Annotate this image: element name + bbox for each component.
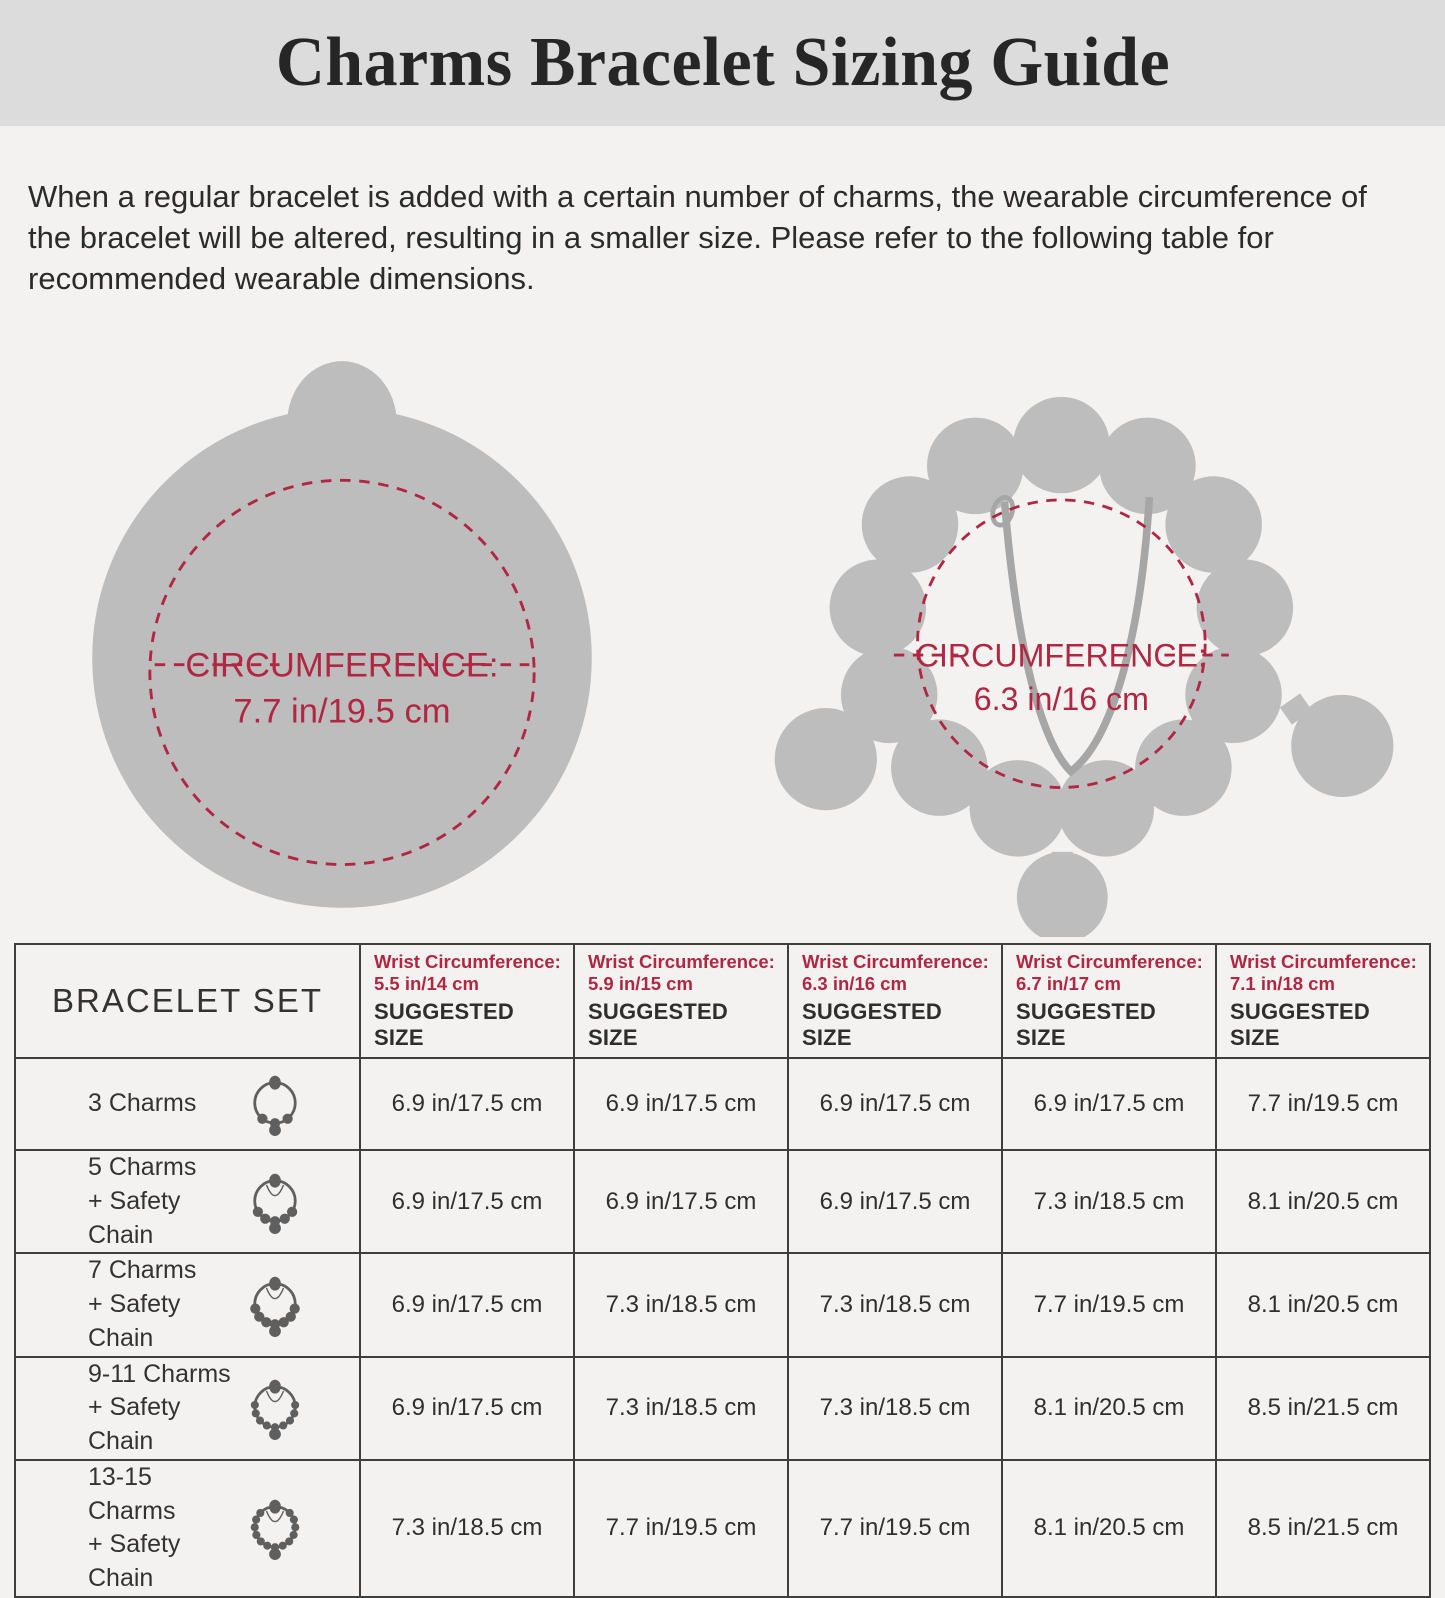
row-label: 3 Charms [88, 1089, 197, 1118]
suggested-size-label: SUGGESTED SIZE [588, 999, 728, 1051]
size-value: 6.9 in/17.5 cm [360, 1253, 574, 1356]
bracelet-set-header: BRACELET SET [15, 944, 360, 1058]
size-value: 7.7 in/19.5 cm [1216, 1058, 1430, 1150]
size-value: 7.3 in/18.5 cm [788, 1357, 1002, 1460]
wrist-size: 7.1 in/18 cm [1230, 972, 1335, 994]
wrist-label: Wrist Circumference: [1230, 950, 1417, 972]
bracelet-7-charms-safety-chain-icon [243, 1270, 307, 1340]
table-row [15, 1253, 1430, 1356]
size-value: 7.3 in/18.5 cm [574, 1357, 788, 1460]
row-label: 7 Charms + Safety Chain [88, 1256, 197, 1352]
wrist-label: Wrist Circumference: [374, 950, 561, 972]
size-value: 8.5 in/21.5 cm [1216, 1357, 1430, 1460]
row-label: 9-11 Charms + Safety Chain [88, 1359, 231, 1456]
size-value: 7.7 in/19.5 cm [1002, 1253, 1216, 1356]
page-title: Charms Bracelet Sizing Guide [275, 24, 1170, 101]
table-header-row [15, 944, 1430, 1058]
size-value: 7.3 in/18.5 cm [360, 1460, 574, 1597]
row-label: 13-15 Charms + Safety Chain [88, 1462, 181, 1593]
size-value: 6.9 in/17.5 cm [788, 1058, 1002, 1150]
plain-bracelet-illustration [44, 341, 640, 927]
size-value: 6.9 in/17.5 cm [1002, 1058, 1216, 1150]
charm-beads-silhouette [830, 397, 1294, 857]
row-label: 5 Charms + Safety Chain [88, 1153, 197, 1249]
bracelet-3-charms-icon [243, 1069, 307, 1139]
size-value: 7.3 in/18.5 cm [574, 1253, 788, 1356]
wrist-label: Wrist Circumference: [588, 950, 775, 972]
wrist-label: Wrist Circumference: [802, 950, 989, 972]
bracelet-5-charms-safety-chain-icon [243, 1167, 307, 1237]
size-value: 7.3 in/18.5 cm [788, 1253, 1002, 1356]
size-value: 8.1 in/20.5 cm [1216, 1150, 1430, 1253]
size-value: 8.5 in/21.5 cm [1216, 1460, 1430, 1597]
size-value: 7.3 in/18.5 cm [1002, 1150, 1216, 1253]
table-row [15, 1058, 1430, 1150]
circumference-value: 7.7 in/19.5 cm [233, 692, 451, 731]
bracelet-9-11-charms-safety-chain-icon [243, 1373, 307, 1443]
size-value: 8.1 in/20.5 cm [1216, 1253, 1430, 1356]
size-value: 7.7 in/19.5 cm [574, 1460, 788, 1597]
wrist-column-header-3 [788, 944, 1002, 1058]
wrist-column-header-4 [1002, 944, 1216, 1058]
wrist-column-header-5 [1216, 944, 1430, 1058]
size-value: 6.9 in/17.5 cm [574, 1150, 788, 1253]
table-row [15, 1357, 1430, 1460]
size-value: 6.9 in/17.5 cm [360, 1357, 574, 1460]
table-row [15, 1460, 1430, 1597]
charm-bracelet-illustration [759, 341, 1411, 937]
size-value: 6.9 in/17.5 cm [360, 1150, 574, 1253]
circumference-label: CIRCUMFERENCE: [915, 637, 1207, 674]
wrist-size: 5.5 in/14 cm [374, 972, 479, 994]
suggested-size-label: SUGGESTED SIZE [1230, 999, 1370, 1051]
bracelet-13-15-charms-safety-chain-icon [243, 1493, 307, 1563]
wrist-column-header-2 [574, 944, 788, 1058]
circumference-label: CIRCUMFERENCE: [185, 645, 499, 684]
ball-clasp-icon [287, 361, 397, 484]
suggested-size-label: SUGGESTED SIZE [1016, 999, 1156, 1051]
size-value: 8.1 in/20.5 cm [1002, 1460, 1216, 1597]
wrist-label: Wrist Circumference: [1016, 950, 1203, 972]
table-row [15, 1150, 1430, 1253]
size-value: 8.1 in/20.5 cm [1002, 1357, 1216, 1460]
wrist-size: 6.7 in/17 cm [1016, 972, 1121, 994]
illustrations-section [0, 337, 1445, 937]
size-value: 7.7 in/19.5 cm [788, 1460, 1002, 1597]
circumference-value: 6.3 in/16 cm [973, 680, 1149, 717]
suggested-size-label: SUGGESTED SIZE [802, 999, 942, 1051]
intro-paragraph: When a regular bracelet is added with a certain number of charms, the wearable circumference of the bracelet will be altered, resulting in a smaller size. Please refer to the following table for recommended wearable dimensions. [28, 179, 1367, 296]
wrist-size: 6.3 in/16 cm [802, 972, 907, 994]
wrist-size: 5.9 in/15 cm [588, 972, 693, 994]
size-value: 6.9 in/17.5 cm [788, 1150, 1002, 1253]
safety-chain-icon [1005, 497, 1150, 771]
size-value: 6.9 in/17.5 cm [574, 1058, 788, 1150]
size-value: 6.9 in/17.5 cm [360, 1058, 574, 1150]
sizing-table [14, 943, 1431, 1598]
suggested-size-label: SUGGESTED SIZE [374, 999, 514, 1051]
title-banner [0, 0, 1445, 126]
wrist-column-header-1 [360, 944, 574, 1058]
